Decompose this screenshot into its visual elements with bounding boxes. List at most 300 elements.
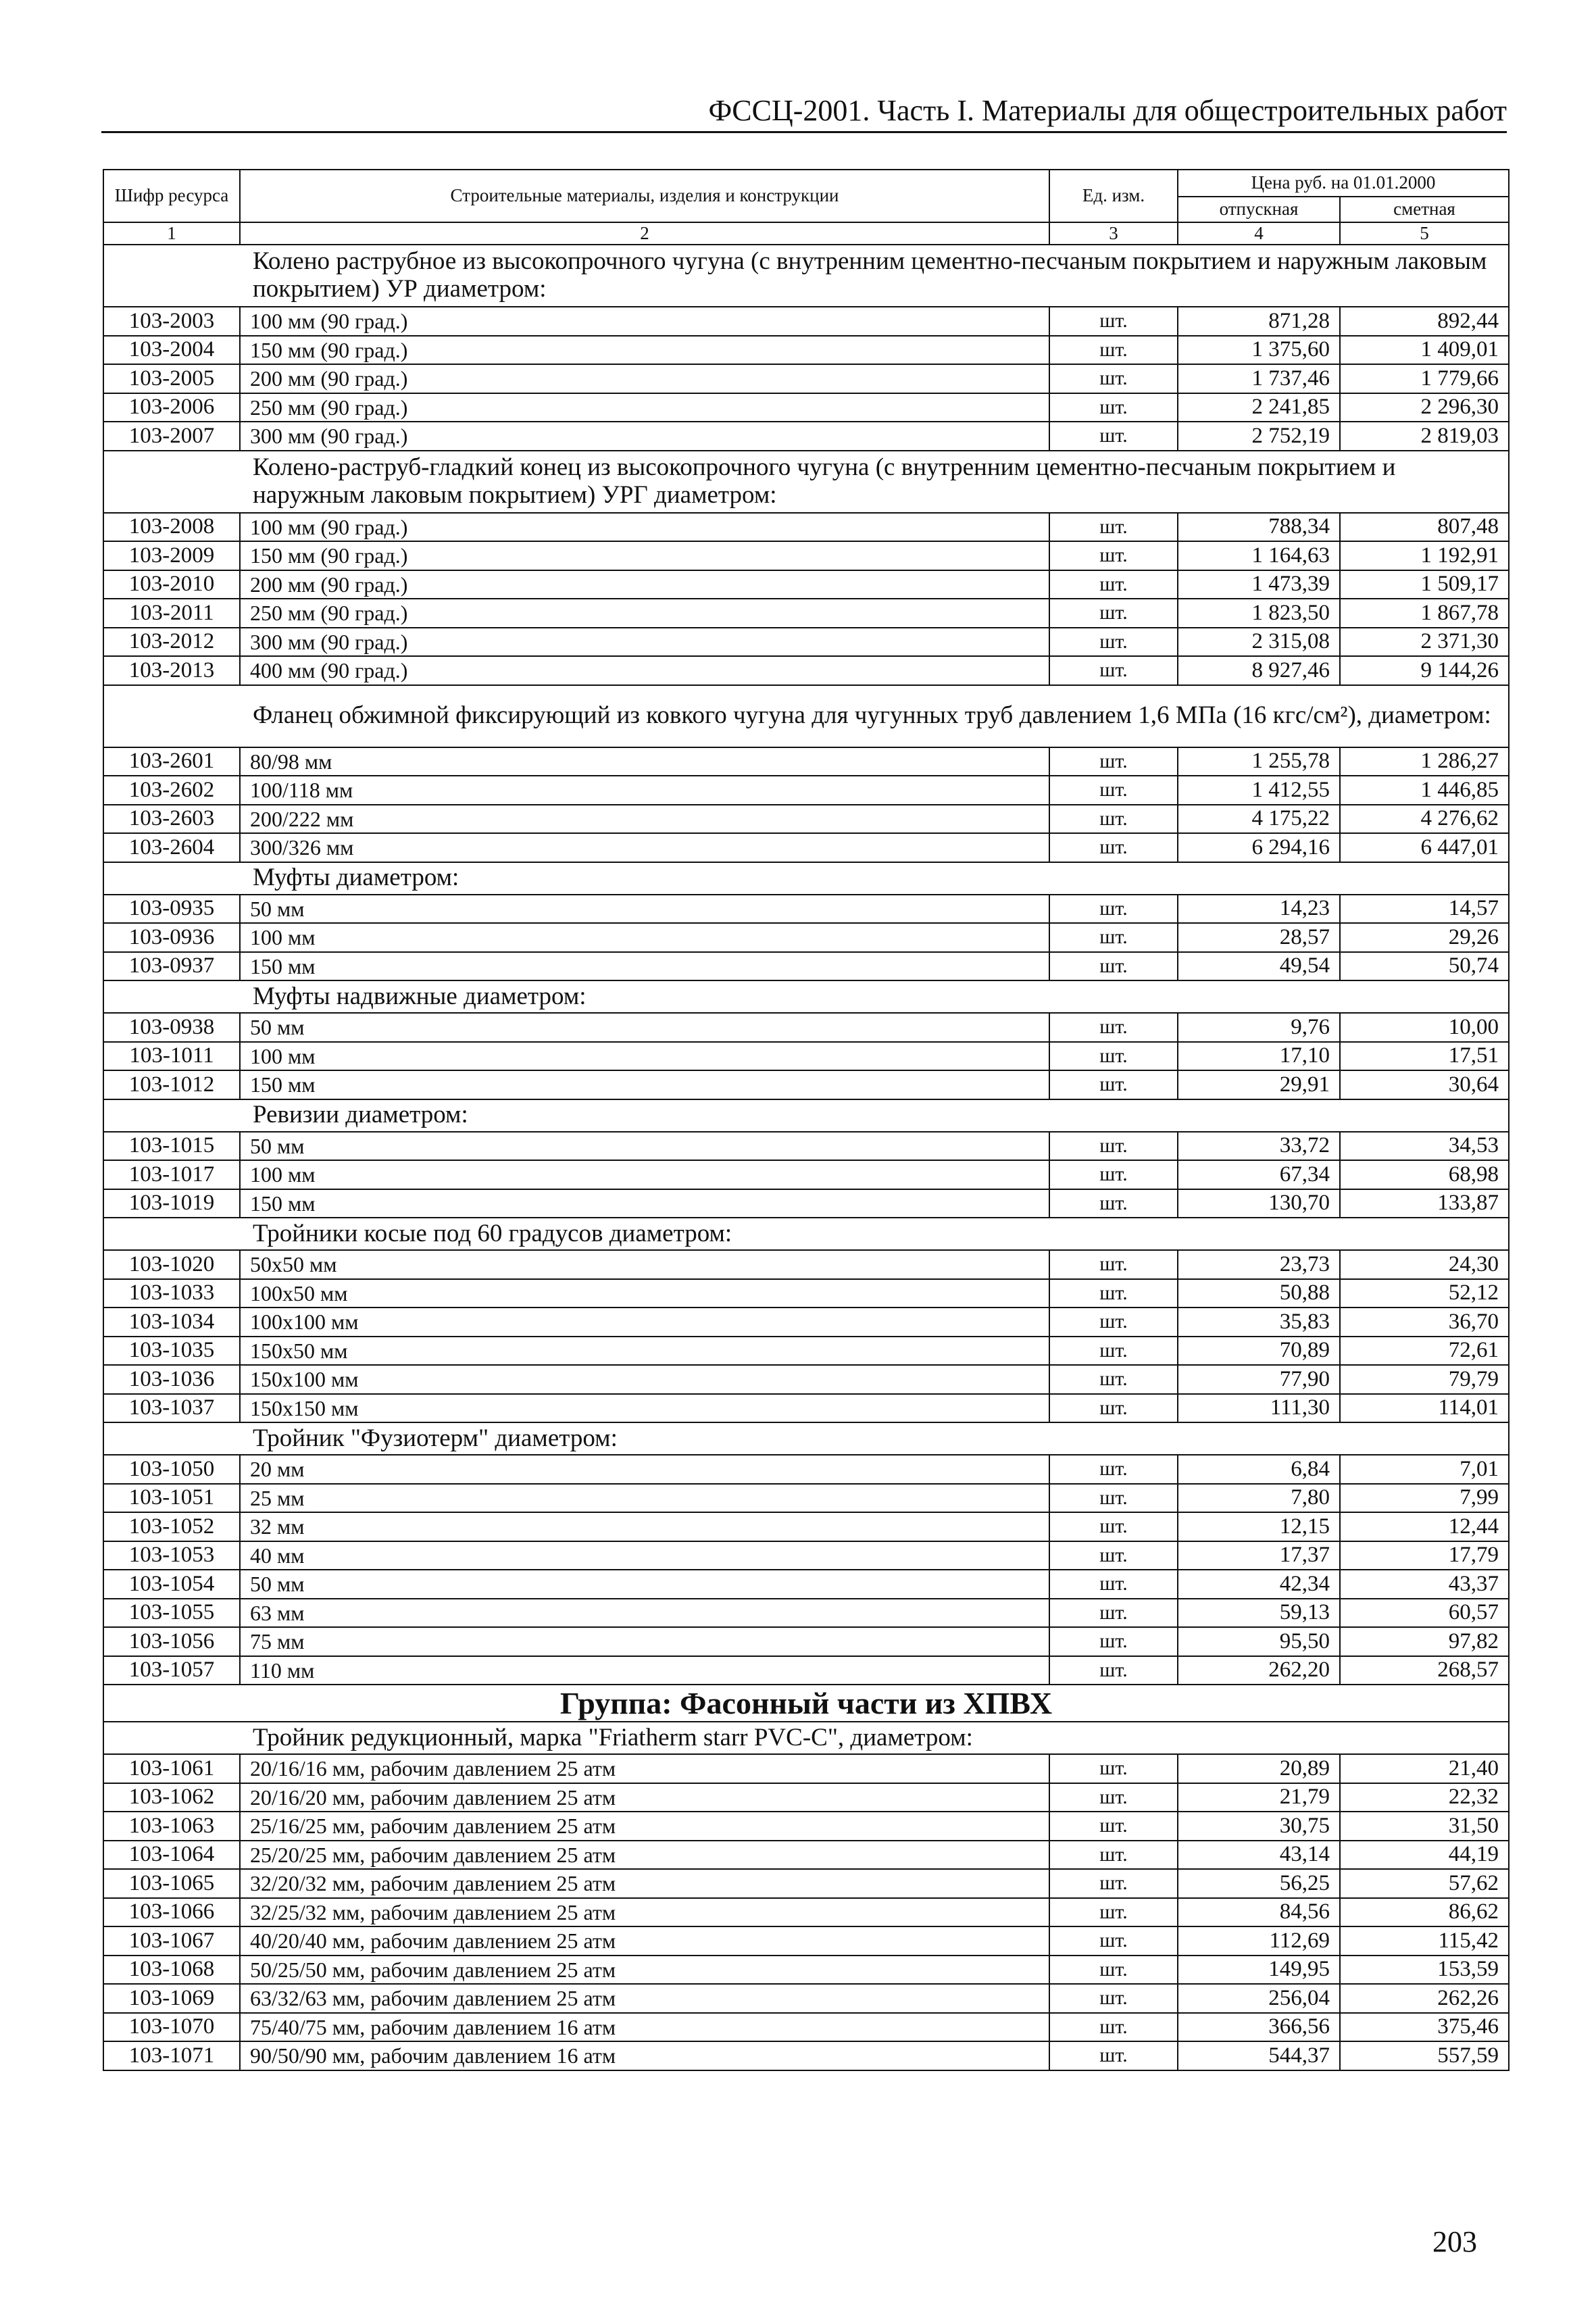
estimate-price: 1 509,17 — [1340, 570, 1509, 599]
estimate-price: 114,01 — [1340, 1394, 1509, 1423]
estimate-price: 57,62 — [1340, 1869, 1509, 1898]
table-row — [103, 923, 1509, 952]
estimate-price: 34,53 — [1340, 1132, 1509, 1161]
estimate-price: 17,79 — [1340, 1541, 1509, 1570]
resource-code: 103-1066 — [103, 1898, 240, 1927]
estimate-price: 262,26 — [1340, 1984, 1509, 2013]
unit: шт. — [1049, 1042, 1178, 1071]
resource-code: 103-1015 — [103, 1132, 240, 1161]
unit: шт. — [1049, 1013, 1178, 1042]
resource-code: 103-1011 — [103, 1042, 240, 1071]
item-name: 200 мм (90 град.) — [240, 364, 1049, 393]
resource-code: 103-1068 — [103, 1956, 240, 1985]
resource-code: 103-1062 — [103, 1783, 240, 1812]
item-name: 300 мм (90 град.) — [240, 628, 1049, 657]
wholesale-price: 1 164,63 — [1178, 541, 1340, 570]
wholesale-price: 149,95 — [1178, 1956, 1340, 1985]
unit: шт. — [1049, 1984, 1178, 2013]
resource-code: 103-1071 — [103, 2041, 240, 2070]
item-name: 25 мм — [240, 1484, 1049, 1513]
item-name: 100 мм — [240, 1042, 1049, 1071]
wholesale-price: 1 823,50 — [1178, 599, 1340, 628]
unit: шт. — [1049, 1570, 1178, 1599]
page-number: 203 — [1432, 2225, 1477, 2258]
estimate-price: 375,46 — [1340, 2013, 1509, 2042]
resource-code: 103-1065 — [103, 1869, 240, 1898]
wholesale-price: 256,04 — [1178, 1984, 1340, 2013]
wholesale-price: 1 255,78 — [1178, 747, 1340, 776]
unit: шт. — [1049, 1512, 1178, 1541]
unit: шт. — [1049, 1599, 1178, 1628]
estimate-price: 153,59 — [1340, 1956, 1509, 1985]
section-title-row — [103, 980, 1509, 1013]
estimate-price: 86,62 — [1340, 1898, 1509, 1927]
item-name: 80/98 мм — [240, 747, 1049, 776]
col-header-unit: Ед. изм. — [1049, 170, 1178, 222]
estimate-price: 17,51 — [1340, 1042, 1509, 1071]
table-row — [103, 628, 1509, 657]
estimate-price: 21,40 — [1340, 1754, 1509, 1783]
estimate-price: 10,00 — [1340, 1013, 1509, 1042]
wholesale-price: 20,89 — [1178, 1754, 1340, 1783]
resource-code: 103-1064 — [103, 1841, 240, 1870]
item-name: 150 мм — [240, 1189, 1049, 1218]
item-name: 100 мм — [240, 923, 1049, 952]
wholesale-price: 2 315,08 — [1178, 628, 1340, 657]
item-name: 150x100 мм — [240, 1365, 1049, 1394]
item-name: 100 мм (90 град.) — [240, 513, 1049, 542]
table-row — [103, 1070, 1509, 1099]
item-name: 150 мм — [240, 952, 1049, 981]
resource-code: 103-1067 — [103, 1926, 240, 1956]
resource-code: 103-0936 — [103, 923, 240, 952]
table-row — [103, 1812, 1509, 1841]
wholesale-price: 17,10 — [1178, 1042, 1340, 1071]
col-header-name: Строительные материалы, изделия и конструкции — [240, 170, 1049, 222]
resource-code: 103-1050 — [103, 1455, 240, 1484]
unit: шт. — [1049, 628, 1178, 657]
resource-code: 103-0938 — [103, 1013, 240, 1042]
estimate-price: 1 867,78 — [1340, 599, 1509, 628]
unit: шт. — [1049, 923, 1178, 952]
table-row — [103, 1308, 1509, 1337]
wholesale-price: 366,56 — [1178, 2013, 1340, 2042]
col-number: 5 — [1340, 222, 1509, 245]
unit: шт. — [1049, 1308, 1178, 1337]
wholesale-price: 84,56 — [1178, 1898, 1340, 1927]
resource-code: 103-2008 — [103, 513, 240, 542]
resource-code: 103-2009 — [103, 541, 240, 570]
unit: шт. — [1049, 2041, 1178, 2070]
table-row — [103, 1627, 1509, 1656]
section-title: Фланец обжимной фиксирующий из ковкого чугуна для чугунных труб давлением 1,6 МПа (16 кгс/см²), диаметром: — [103, 685, 1509, 747]
col-header-estimate: сметная — [1340, 197, 1509, 222]
wholesale-price: 29,91 — [1178, 1070, 1340, 1099]
estimate-price: 9 144,26 — [1340, 656, 1509, 685]
group-title-row — [103, 1685, 1509, 1722]
unit: шт. — [1049, 336, 1178, 365]
table-row — [103, 1898, 1509, 1927]
estimate-price: 268,57 — [1340, 1656, 1509, 1685]
estimate-price: 7,99 — [1340, 1484, 1509, 1513]
unit: шт. — [1049, 1869, 1178, 1898]
resource-code: 103-1033 — [103, 1279, 240, 1308]
table-row — [103, 952, 1509, 981]
resource-code: 103-1054 — [103, 1570, 240, 1599]
section-title-row — [103, 685, 1509, 747]
estimate-price: 1 409,01 — [1340, 336, 1509, 365]
unit: шт. — [1049, 747, 1178, 776]
unit: шт. — [1049, 952, 1178, 981]
resource-code: 103-1063 — [103, 1812, 240, 1841]
estimate-price: 97,82 — [1340, 1627, 1509, 1656]
estimate-price: 1 286,27 — [1340, 747, 1509, 776]
unit: шт. — [1049, 1898, 1178, 1927]
item-name: 50/25/50 мм, рабочим давлением 25 атм — [240, 1956, 1049, 1985]
table-row — [103, 1132, 1509, 1161]
resource-code: 103-1055 — [103, 1599, 240, 1628]
unit: шт. — [1049, 1783, 1178, 1812]
section-title: Тройник редукционный, марка "Friatherm starr PVC-C", диаметром: — [103, 1722, 1509, 1754]
resource-code: 103-1019 — [103, 1189, 240, 1218]
section-title-row — [103, 1722, 1509, 1754]
item-name: 25/16/25 мм, рабочим давлением 25 атм — [240, 1812, 1049, 1841]
wholesale-price: 6 294,16 — [1178, 833, 1340, 862]
unit: шт. — [1049, 805, 1178, 834]
unit: шт. — [1049, 776, 1178, 805]
table-row — [103, 1337, 1509, 1366]
wholesale-price: 8 927,46 — [1178, 656, 1340, 685]
table-row — [103, 541, 1509, 570]
wholesale-price: 14,23 — [1178, 895, 1340, 924]
item-name: 250 мм (90 град.) — [240, 393, 1049, 422]
table-row — [103, 393, 1509, 422]
resource-code: 103-2013 — [103, 656, 240, 685]
unit: шт. — [1049, 1926, 1178, 1956]
section-title: Колено раструбное из высокопрочного чугуна (с внутренним цементно-песчаным покрытием и наружным лаковым покрытием) УР диаметром: — [103, 245, 1509, 307]
col-header-wholesale: отпускная — [1178, 197, 1340, 222]
table-row — [103, 1956, 1509, 1985]
table-row — [103, 1541, 1509, 1570]
wholesale-price: 871,28 — [1178, 307, 1340, 336]
estimate-price: 30,64 — [1340, 1070, 1509, 1099]
estimate-price: 1 446,85 — [1340, 776, 1509, 805]
unit: шт. — [1049, 1189, 1178, 1218]
wholesale-price: 7,80 — [1178, 1484, 1340, 1513]
resource-code: 103-1051 — [103, 1484, 240, 1513]
unit: шт. — [1049, 513, 1178, 542]
page-header: ФССЦ-2001. Часть I. Материалы для общестроительных работ — [101, 95, 1507, 133]
unit: шт. — [1049, 1365, 1178, 1394]
resource-code: 103-2007 — [103, 422, 240, 451]
table-row — [103, 805, 1509, 834]
estimate-price: 2 296,30 — [1340, 393, 1509, 422]
estimate-price: 2 371,30 — [1340, 628, 1509, 657]
unit: шт. — [1049, 2013, 1178, 2042]
estimate-price: 807,48 — [1340, 513, 1509, 542]
resource-code: 103-2004 — [103, 336, 240, 365]
col-number: 2 — [240, 222, 1049, 245]
item-name: 50x50 мм — [240, 1250, 1049, 1279]
col-number: 4 — [1178, 222, 1340, 245]
estimate-price: 115,42 — [1340, 1926, 1509, 1956]
wholesale-price: 56,25 — [1178, 1869, 1340, 1898]
estimate-price: 133,87 — [1340, 1189, 1509, 1218]
table-row — [103, 1599, 1509, 1628]
table-body — [103, 245, 1509, 2070]
item-name: 400 мм (90 град.) — [240, 656, 1049, 685]
item-name: 300/326 мм — [240, 833, 1049, 862]
col-number: 3 — [1049, 222, 1178, 245]
table-row — [103, 1841, 1509, 1870]
estimate-price: 60,57 — [1340, 1599, 1509, 1628]
item-name: 150x150 мм — [240, 1394, 1049, 1423]
wholesale-price: 50,88 — [1178, 1279, 1340, 1308]
resource-code: 103-2011 — [103, 599, 240, 628]
section-title-row — [103, 1422, 1509, 1455]
wholesale-price: 67,34 — [1178, 1160, 1340, 1189]
table-row — [103, 1189, 1509, 1218]
unit: шт. — [1049, 1956, 1178, 1985]
item-name: 20 мм — [240, 1455, 1049, 1484]
estimate-price: 79,79 — [1340, 1365, 1509, 1394]
wholesale-price: 77,90 — [1178, 1365, 1340, 1394]
unit: шт. — [1049, 1484, 1178, 1513]
unit: шт. — [1049, 541, 1178, 570]
section-title-row — [103, 451, 1509, 513]
estimate-price: 72,61 — [1340, 1337, 1509, 1366]
estimate-price: 31,50 — [1340, 1812, 1509, 1841]
item-name: 25/20/25 мм, рабочим давлением 25 атм — [240, 1841, 1049, 1870]
resource-code: 103-1070 — [103, 2013, 240, 2042]
item-name: 300 мм (90 град.) — [240, 422, 1049, 451]
item-name: 75/40/75 мм, рабочим давлением 16 атм — [240, 2013, 1049, 2042]
unit: шт. — [1049, 1754, 1178, 1783]
item-name: 75 мм — [240, 1627, 1049, 1656]
table-row — [103, 833, 1509, 862]
resource-code: 103-2603 — [103, 805, 240, 834]
wholesale-price: 9,76 — [1178, 1013, 1340, 1042]
estimate-price: 52,12 — [1340, 1279, 1509, 1308]
wholesale-price: 111,30 — [1178, 1394, 1340, 1423]
wholesale-price: 2 241,85 — [1178, 393, 1340, 422]
unit: шт. — [1049, 599, 1178, 628]
estimate-price: 557,59 — [1340, 2041, 1509, 2070]
table-row — [103, 513, 1509, 542]
wholesale-price: 17,37 — [1178, 1541, 1340, 1570]
unit: шт. — [1049, 307, 1178, 336]
section-title-row — [103, 245, 1509, 307]
resource-code: 103-1056 — [103, 1627, 240, 1656]
item-name: 100 мм (90 град.) — [240, 307, 1049, 336]
item-name: 100x100 мм — [240, 1308, 1049, 1337]
table-row — [103, 1869, 1509, 1898]
item-name: 150 мм (90 град.) — [240, 336, 1049, 365]
item-name: 20/16/16 мм, рабочим давлением 25 атм — [240, 1754, 1049, 1783]
wholesale-price: 788,34 — [1178, 513, 1340, 542]
wholesale-price: 35,83 — [1178, 1308, 1340, 1337]
table-row — [103, 2041, 1509, 2070]
table-row — [103, 364, 1509, 393]
table-row — [103, 1570, 1509, 1599]
table-row — [103, 570, 1509, 599]
table-row — [103, 1394, 1509, 1423]
unit: шт. — [1049, 656, 1178, 685]
section-title: Ревизии диаметром: — [103, 1099, 1509, 1132]
table-row — [103, 1754, 1509, 1783]
resource-code: 103-1020 — [103, 1250, 240, 1279]
table-row — [103, 1926, 1509, 1956]
item-name: 200/222 мм — [240, 805, 1049, 834]
price-table — [103, 169, 1510, 2071]
unit: шт. — [1049, 422, 1178, 451]
table-row — [103, 2013, 1509, 2042]
estimate-price: 2 819,03 — [1340, 422, 1509, 451]
item-name: 200 мм (90 град.) — [240, 570, 1049, 599]
resource-code: 103-1017 — [103, 1160, 240, 1189]
unit: шт. — [1049, 895, 1178, 924]
item-name: 50 мм — [240, 895, 1049, 924]
resource-code: 103-2602 — [103, 776, 240, 805]
wholesale-price: 4 175,22 — [1178, 805, 1340, 834]
table-row — [103, 1250, 1509, 1279]
table-row — [103, 422, 1509, 451]
estimate-price: 12,44 — [1340, 1512, 1509, 1541]
wholesale-price: 1 473,39 — [1178, 570, 1340, 599]
wholesale-price: 49,54 — [1178, 952, 1340, 981]
resource-code: 103-1035 — [103, 1337, 240, 1366]
wholesale-price: 42,34 — [1178, 1570, 1340, 1599]
unit: шт. — [1049, 1455, 1178, 1484]
wholesale-price: 130,70 — [1178, 1189, 1340, 1218]
section-title: Муфты надвижные диаметром: — [103, 980, 1509, 1013]
wholesale-price: 70,89 — [1178, 1337, 1340, 1366]
item-name: 250 мм (90 град.) — [240, 599, 1049, 628]
unit: шт. — [1049, 393, 1178, 422]
section-title-row — [103, 862, 1509, 895]
unit: шт. — [1049, 1337, 1178, 1366]
item-name: 100 мм — [240, 1160, 1049, 1189]
table-row — [103, 1013, 1509, 1042]
section-title-row — [103, 1099, 1509, 1132]
wholesale-price: 6,84 — [1178, 1455, 1340, 1484]
col-header-price: Цена руб. на 01.01.2000 — [1178, 170, 1509, 197]
section-title: Колено-раструб-гладкий конец из высокопрочного чугуна (с внутренним цементно-песчаным покрытием и наружным лаковым покрытием) УРГ диаметром: — [103, 451, 1509, 513]
wholesale-price: 2 752,19 — [1178, 422, 1340, 451]
resource-code: 103-2003 — [103, 307, 240, 336]
estimate-price: 24,30 — [1340, 1250, 1509, 1279]
table-row — [103, 599, 1509, 628]
item-name: 50 мм — [240, 1132, 1049, 1161]
resource-code: 103-0935 — [103, 895, 240, 924]
section-title: Тройники косые под 60 градусов диаметром: — [103, 1218, 1509, 1250]
item-name: 32/20/32 мм, рабочим давлением 25 атм — [240, 1869, 1049, 1898]
estimate-price: 50,74 — [1340, 952, 1509, 981]
unit: шт. — [1049, 1132, 1178, 1161]
resource-code: 103-2006 — [103, 393, 240, 422]
table-row — [103, 1279, 1509, 1308]
estimate-price: 36,70 — [1340, 1308, 1509, 1337]
resource-code: 103-2012 — [103, 628, 240, 657]
table-row — [103, 1656, 1509, 1685]
wholesale-price: 544,37 — [1178, 2041, 1340, 2070]
resource-code: 103-1053 — [103, 1541, 240, 1570]
table-row — [103, 895, 1509, 924]
wholesale-price: 30,75 — [1178, 1812, 1340, 1841]
table-row — [103, 747, 1509, 776]
estimate-price: 4 276,62 — [1340, 805, 1509, 834]
wholesale-price: 33,72 — [1178, 1132, 1340, 1161]
estimate-price: 1 192,91 — [1340, 541, 1509, 570]
table-row — [103, 656, 1509, 685]
estimate-price: 29,26 — [1340, 923, 1509, 952]
item-name: 100/118 мм — [240, 776, 1049, 805]
item-name: 20/16/20 мм, рабочим давлением 25 атм — [240, 1783, 1049, 1812]
table-row — [103, 1042, 1509, 1071]
estimate-price: 892,44 — [1340, 307, 1509, 336]
wholesale-price: 12,15 — [1178, 1512, 1340, 1541]
resource-code: 103-1057 — [103, 1656, 240, 1685]
col-header-code: Шифр ресурса — [103, 170, 240, 222]
table-row — [103, 307, 1509, 336]
table-row — [103, 1512, 1509, 1541]
wholesale-price: 1 412,55 — [1178, 776, 1340, 805]
unit: шт. — [1049, 570, 1178, 599]
resource-code: 103-2604 — [103, 833, 240, 862]
item-name: 63/32/63 мм, рабочим давлением 25 атм — [240, 1984, 1049, 2013]
wholesale-price: 23,73 — [1178, 1250, 1340, 1279]
table-row — [103, 1984, 1509, 2013]
resource-code: 103-2010 — [103, 570, 240, 599]
estimate-price: 1 779,66 — [1340, 364, 1509, 393]
table-row — [103, 336, 1509, 365]
unit: шт. — [1049, 1656, 1178, 1685]
estimate-price: 22,32 — [1340, 1783, 1509, 1812]
item-name: 50 мм — [240, 1013, 1049, 1042]
wholesale-price: 1 375,60 — [1178, 336, 1340, 365]
table-row — [103, 1484, 1509, 1513]
unit: шт. — [1049, 833, 1178, 862]
wholesale-price: 43,14 — [1178, 1841, 1340, 1870]
resource-code: 103-1061 — [103, 1754, 240, 1783]
item-name: 150 мм — [240, 1070, 1049, 1099]
section-title: Тройник "Фузиотерм" диаметром: — [103, 1422, 1509, 1455]
unit: шт. — [1049, 364, 1178, 393]
resource-code: 103-1037 — [103, 1394, 240, 1423]
resource-code: 103-2601 — [103, 747, 240, 776]
item-name: 63 мм — [240, 1599, 1049, 1628]
wholesale-price: 1 737,46 — [1178, 364, 1340, 393]
unit: шт. — [1049, 1627, 1178, 1656]
table-row — [103, 1160, 1509, 1189]
unit: шт. — [1049, 1841, 1178, 1870]
resource-code: 103-2005 — [103, 364, 240, 393]
item-name: 100x50 мм — [240, 1279, 1049, 1308]
wholesale-price: 59,13 — [1178, 1599, 1340, 1628]
resource-code: 103-1036 — [103, 1365, 240, 1394]
group-title: Группа: Фасонный части из ХПВХ — [103, 1685, 1509, 1722]
estimate-price: 7,01 — [1340, 1455, 1509, 1484]
wholesale-price: 95,50 — [1178, 1627, 1340, 1656]
item-name: 150x50 мм — [240, 1337, 1049, 1366]
wholesale-price: 262,20 — [1178, 1656, 1340, 1685]
unit: шт. — [1049, 1541, 1178, 1570]
unit: шт. — [1049, 1070, 1178, 1099]
section-title: Муфты диаметром: — [103, 862, 1509, 895]
estimate-price: 43,37 — [1340, 1570, 1509, 1599]
estimate-price: 6 447,01 — [1340, 833, 1509, 862]
resource-code: 103-1034 — [103, 1308, 240, 1337]
